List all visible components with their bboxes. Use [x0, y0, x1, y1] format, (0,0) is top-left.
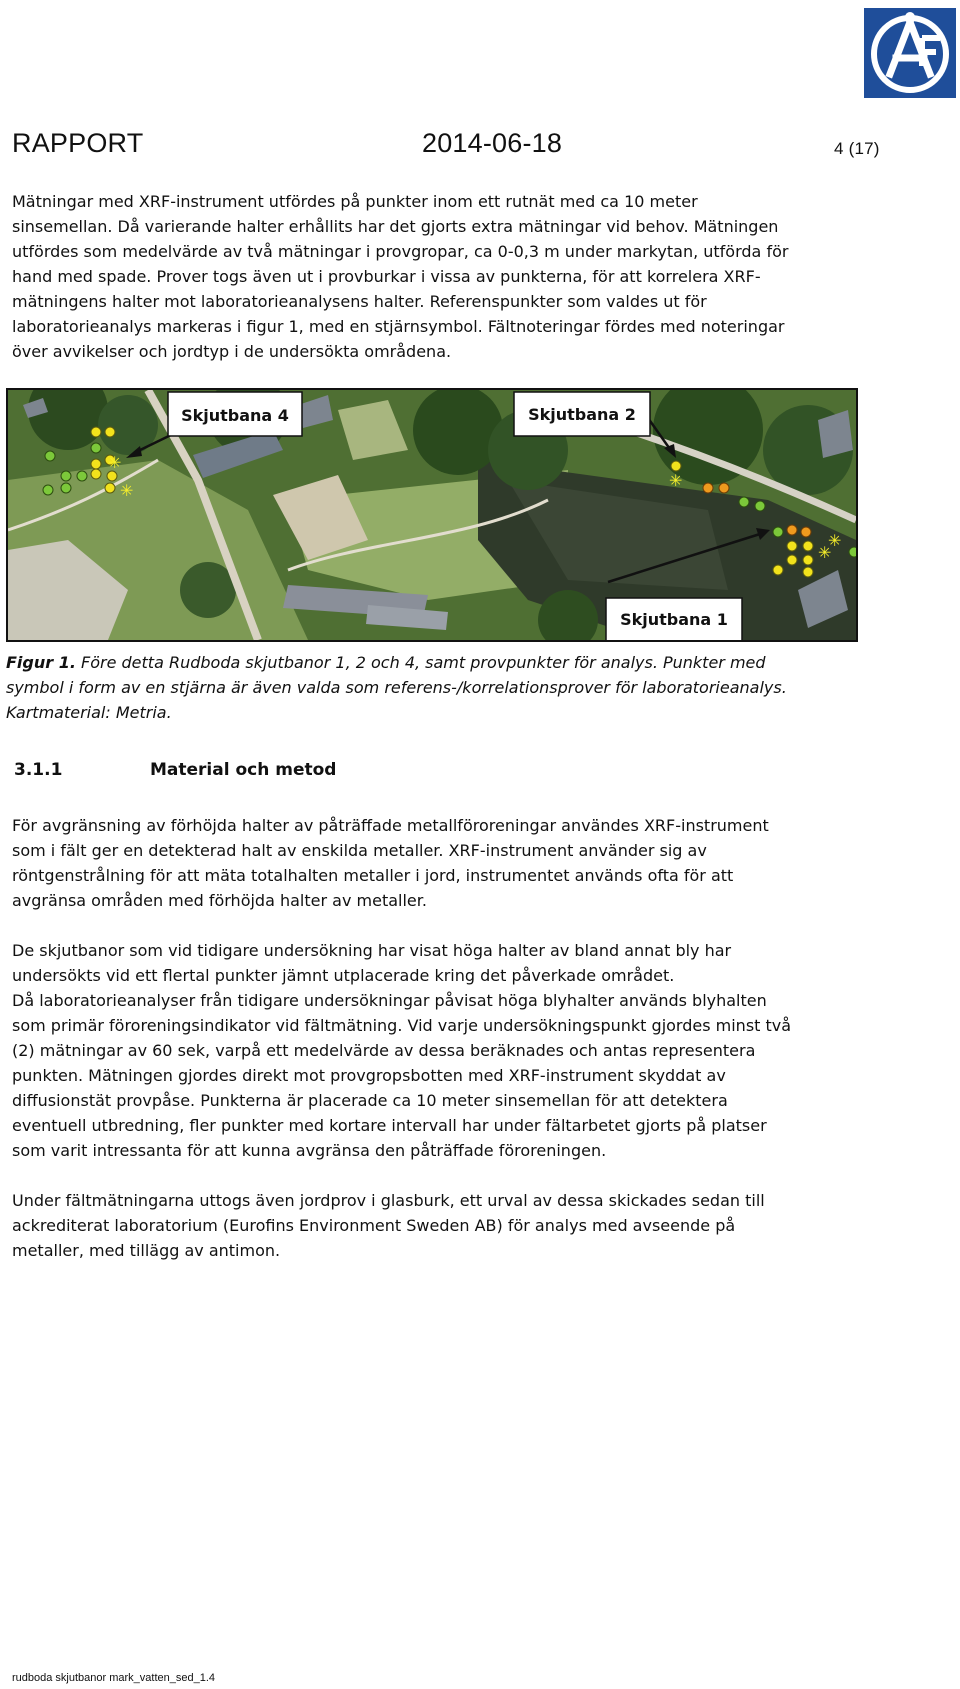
- text-line: över avvikelser och jordtyp i de undersökta områdena.: [12, 342, 452, 361]
- caption-line: symbol i form av en stjärna är även valda som referens-/korrelationsprover för laboratorieanalys.: [6, 678, 787, 697]
- label-skjutbana-1-text: Skjutbana 1: [620, 610, 728, 629]
- text-line: De skjutbanor som vid tidigare undersökning har visat höga halter av bland annat bly har: [12, 941, 732, 960]
- svg-text:✳: ✳: [818, 543, 832, 562]
- caption-text: Före detta Rudboda skjutbanor 1, 2 och 4, samt provpunkter för analys. Punkter med: [75, 653, 766, 672]
- label-skjutbana-2-text: Skjutbana 2: [528, 405, 636, 424]
- page-number: 4 (17): [834, 139, 880, 158]
- label-skjutbana-4-text: Skjutbana 4: [181, 406, 289, 425]
- text-line: mätningens halter mot laboratorieanalysens halter. Referenspunkter som valdes ut för: [12, 292, 707, 311]
- report-date: 2014-06-18: [422, 128, 563, 158]
- text-line: som varit intressanta för att kunna avgränsa den påträffade föroreningen.: [12, 1141, 607, 1160]
- text-line: hand med spade. Prover togs även ut i provburkar i vissa av punkterna, för att korrelera XRF-: [12, 267, 761, 286]
- text-line: laboratorieanalys markeras i figur 1, med en stjärnsymbol. Fältnoteringar fördes med noteringar: [12, 317, 785, 336]
- text-line: som primär föroreningsindikator vid fältmätning. Vid varje undersökningspunkt gjordes minst två: [12, 1016, 792, 1035]
- text-line: eventuell utbredning, fler punkter med kortare intervall har under fältarbetet gjorts på platser: [12, 1116, 767, 1135]
- text-line: avgränsa områden med förhöjda halter av metaller.: [12, 891, 427, 910]
- svg-text:✳: ✳: [108, 453, 122, 472]
- caption-line: [6, 650, 856, 675]
- svg-text:✳: ✳: [669, 471, 683, 490]
- intro-paragraph: [12, 189, 832, 364]
- aerial-map: [6, 388, 858, 642]
- figure-caption: [6, 650, 856, 725]
- text-line: utfördes som medelvärde av två mätningar i provgropar, ca 0-0,3 m under markytan, utförda för: [12, 242, 789, 261]
- text-line: sinsemellan. Då varierande halter erhållits har det gjorts extra mätningar vid behov. Mätningen: [12, 217, 779, 236]
- svg-text:✳: ✳: [120, 481, 134, 500]
- paragraph-1: [12, 813, 832, 913]
- section-number: 3.1.1: [14, 760, 63, 780]
- paragraph-3: [12, 1188, 832, 1263]
- text-line: För avgränsning av förhöjda halter av påträffade metallföroreningar användes XRF-instrument: [12, 816, 769, 835]
- figure-label: Figur 1.: [6, 653, 76, 672]
- text-line: ackrediterat laboratorium (Eurofins Environment Sweden AB) för analys med avseende på: [12, 1216, 736, 1235]
- text-line: Under fältmätningarna uttogs även jordprov i glasburk, ett urval av dessa skickades sedan till: [12, 1191, 765, 1210]
- text-line: diffusionstät provpåse. Punkterna är placerade ca 10 meter sinsemellan för att detektera: [12, 1091, 728, 1110]
- text-line: röntgenstrålning för att mäta totalhalten metaller i jord, instrumentet används ofta för att: [12, 866, 734, 885]
- paragraph-2: [12, 938, 832, 1163]
- label-skjutbana-2: [514, 392, 650, 436]
- section-title: Material och metod: [150, 760, 337, 780]
- text-line: Då laboratorieanalyser från tidigare undersökningar påvisat höga blyhalter används blyhalten: [12, 991, 767, 1010]
- text-line: punkten. Mätningen gjordes direkt mot provgropsbotten med XRF-instrument skyddat av: [12, 1066, 726, 1085]
- text-line: undersökts vid ett flertal punkter jämnt utplacerade kring det påverkade området.: [12, 966, 675, 985]
- aerial-photo: [8, 390, 856, 640]
- svg-text:✳: ✳: [828, 531, 842, 550]
- label-skjutbana-1: [606, 598, 742, 640]
- text-line: som i fält ger en detekterad halt av enskilda metaller. XRF-instrument använder sig av: [12, 841, 707, 860]
- af-logo-icon: [864, 8, 956, 98]
- text-line: metaller, med tillägg av antimon.: [12, 1241, 281, 1260]
- text-line: (2) mätningar av 60 sek, varpå ett medelvärde av dessa beräknades och antas representera: [12, 1041, 756, 1060]
- footer-filename: rudboda skjutbanor mark_vatten_sed_1.4: [12, 1672, 216, 1684]
- text-line: Mätningar med XRF-instrument utfördes på punkter inom ett rutnät med ca 10 meter: [12, 192, 698, 211]
- label-skjutbana-4: [168, 392, 302, 436]
- caption-line: Kartmaterial: Metria.: [6, 703, 172, 722]
- report-title: RAPPORT: [12, 128, 144, 158]
